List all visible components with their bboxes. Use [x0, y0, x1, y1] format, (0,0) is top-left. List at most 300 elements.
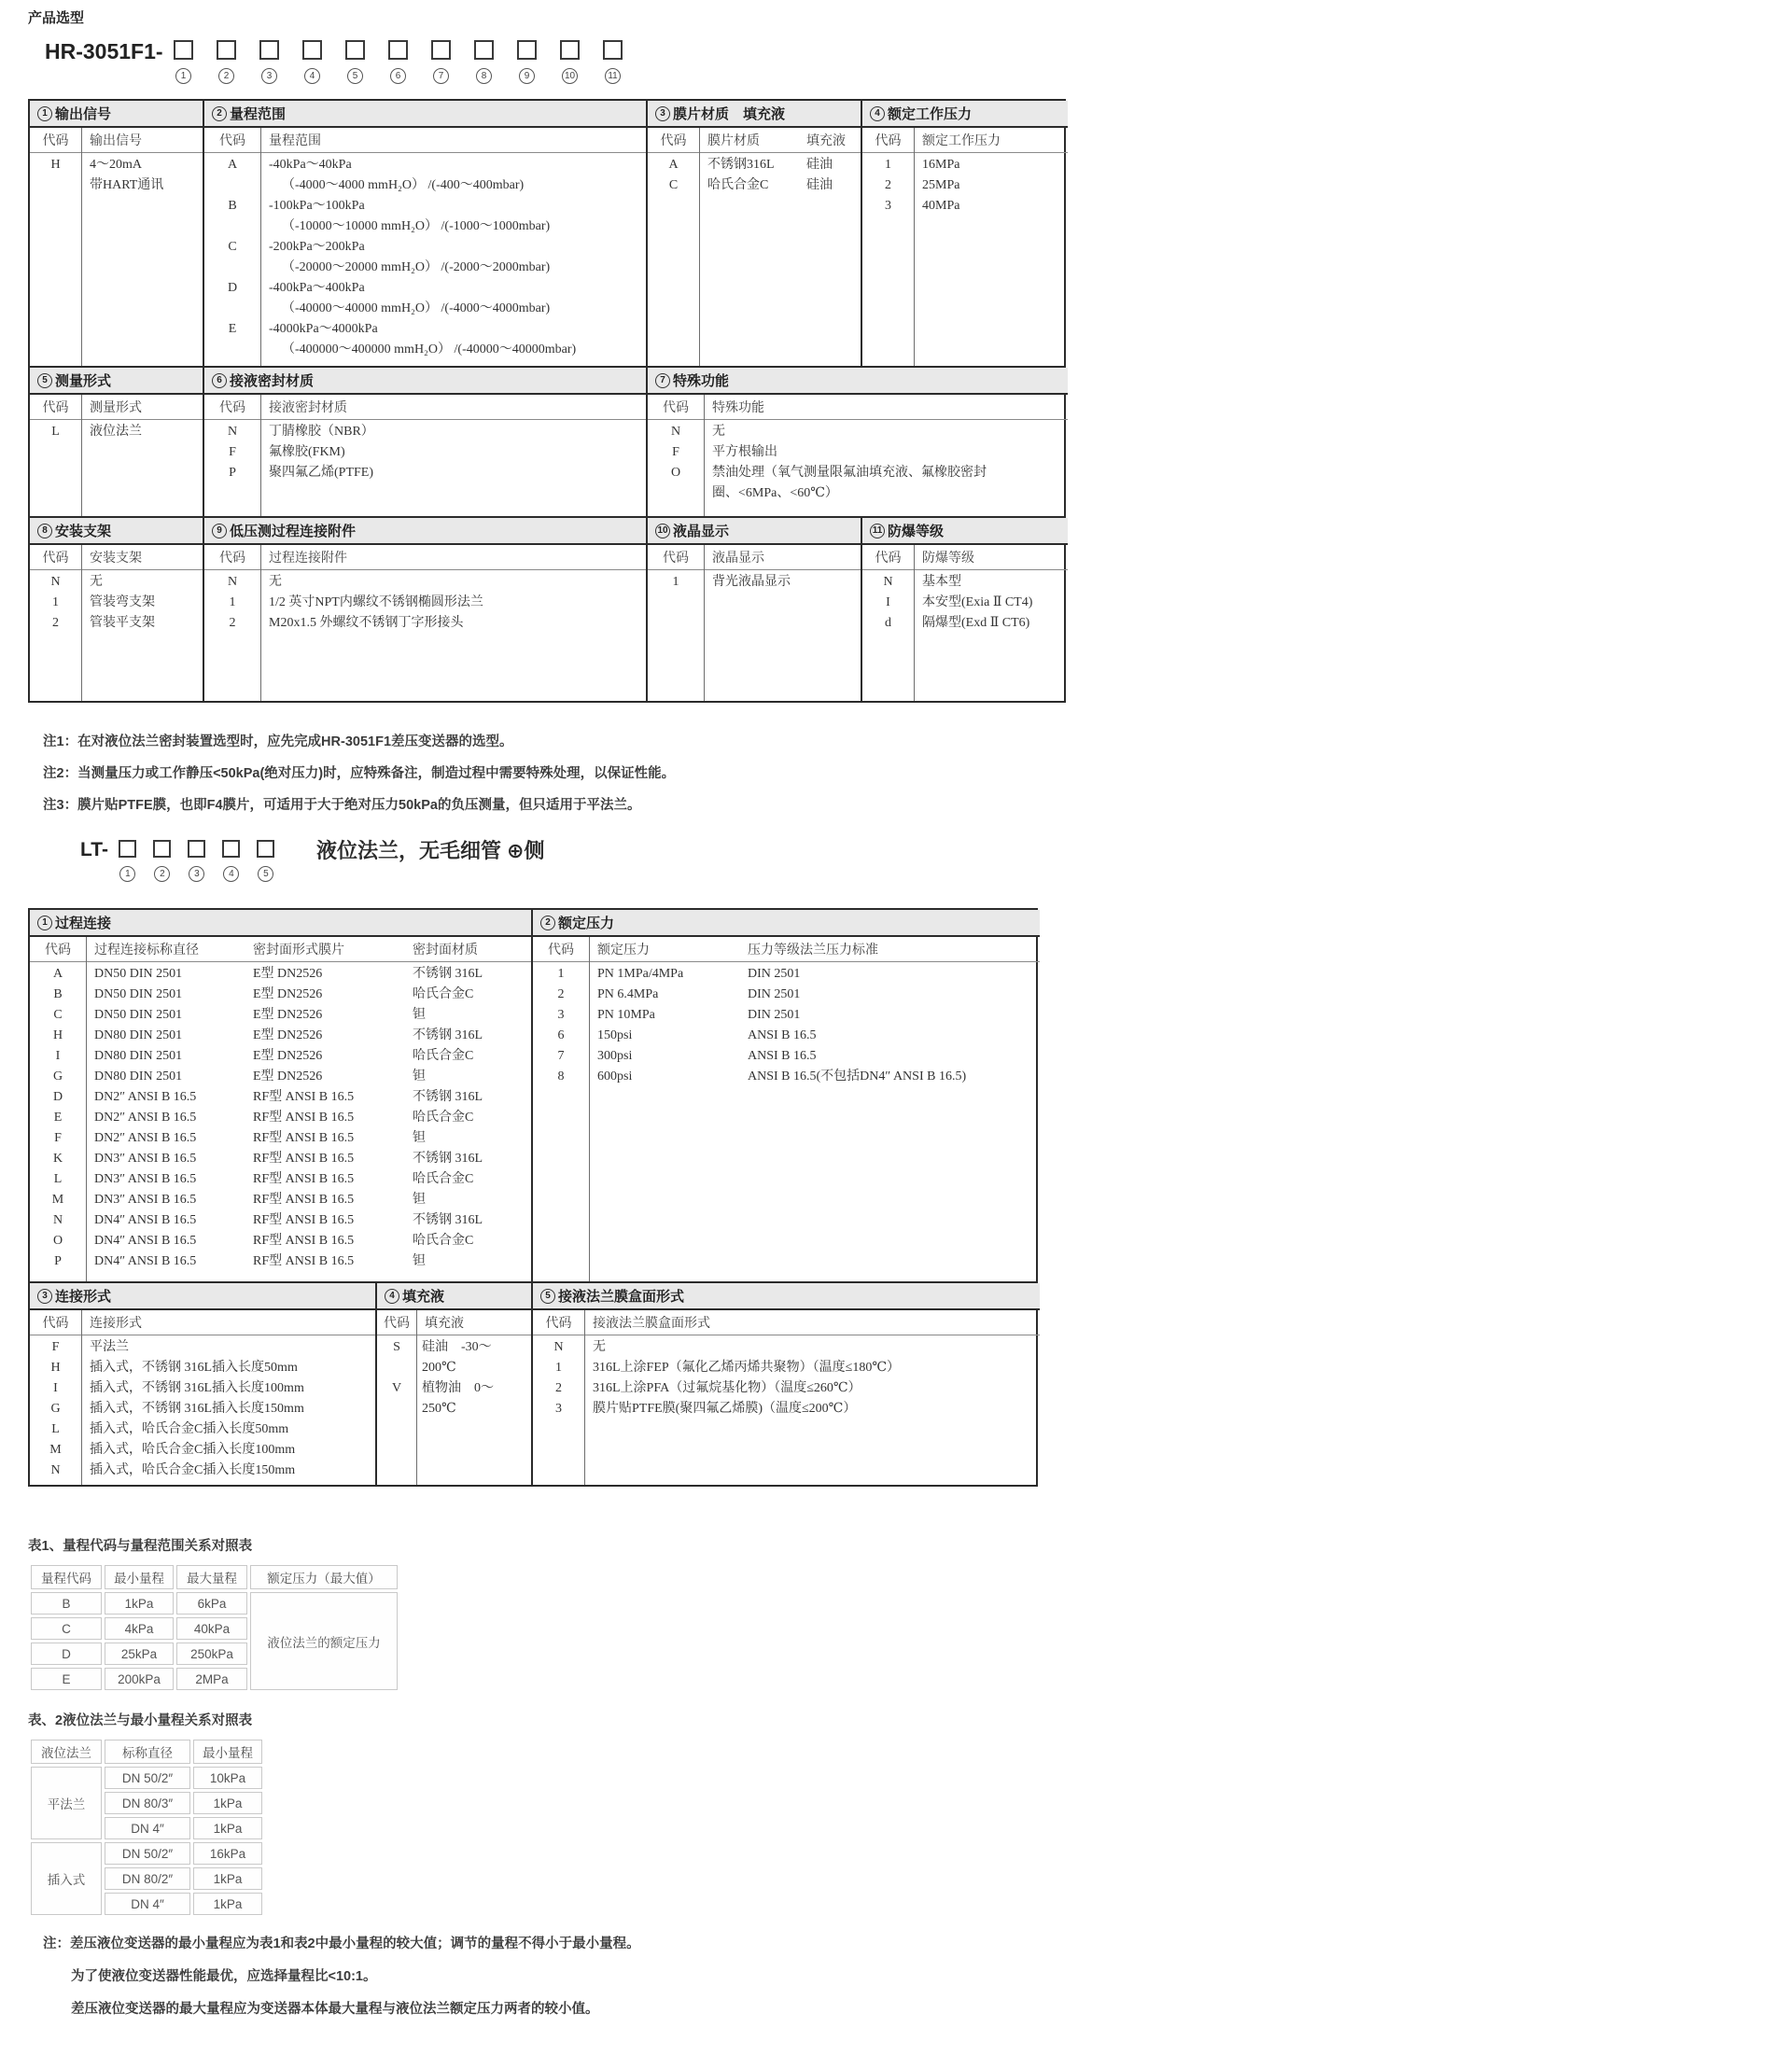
option-checkbox	[431, 40, 451, 60]
cell-range-alt: （-400000～400000 mmH₂O） /(-40000～40000mbar)	[282, 342, 577, 356]
col-header: 量程范围	[269, 134, 321, 148]
cell-min: 4kPa	[105, 1617, 174, 1640]
divider	[704, 545, 705, 701]
col-header-code: 代码	[875, 552, 902, 566]
cell-standard: DIN 2501	[748, 987, 801, 1001]
lt-position	[152, 840, 173, 882]
cell-code: H	[50, 1361, 61, 1375]
section-title: 低压测过程连接附件	[230, 524, 357, 539]
cell-merged: 液位法兰的额定压力	[250, 1592, 398, 1690]
cell-range-alt: （-40000～40000 mmH₂O） /(-4000～4000mbar)	[282, 301, 551, 315]
section-connection-form	[30, 1283, 375, 1485]
table-row	[204, 593, 646, 613]
cell-value: 插入式，不锈钢 316L插入长度50mm	[90, 1361, 298, 1375]
col-header: 连接形式	[90, 1317, 142, 1331]
lt-code-line	[80, 840, 1066, 882]
cell-value: 丁腈橡胶（NBR）	[269, 425, 374, 439]
divider	[86, 937, 87, 1281]
table-row	[204, 278, 646, 319]
cell-value: 背光液晶显示	[712, 575, 791, 589]
cell-diameter: DN 50/2″	[105, 1767, 190, 1789]
cell-material: 不锈钢 316L	[413, 1028, 483, 1042]
cell-diameter: DN3″ ANSI B 16.5	[94, 1152, 197, 1166]
cell-value: 基本型	[922, 575, 961, 589]
cell-value: 316L上涂FEP（氟化乙烯丙烯共聚物）（温度≤180℃）	[593, 1361, 901, 1375]
cell-seal-face: RF型 ANSI B 16.5	[253, 1234, 355, 1248]
cell-value: 本安型(Exia Ⅱ CT4)	[922, 595, 1033, 609]
flange-selection-table	[28, 908, 1038, 1487]
cell-code: 2	[52, 616, 59, 630]
cell-diameter: DN3″ ANSI B 16.5	[94, 1193, 197, 1207]
divider	[589, 937, 590, 1281]
cell-code: A	[668, 158, 679, 172]
cell-value: 无	[269, 575, 282, 589]
lt-caption: 液位法兰，无毛细管 ⊕侧	[315, 839, 545, 862]
circled-number: 4	[385, 1289, 399, 1304]
section-measurement-form	[30, 368, 203, 516]
cell-diameter: DN80 DIN 2501	[94, 1028, 183, 1042]
cell-diameter: DN80 DIN 2501	[94, 1069, 183, 1083]
note-line: 注3：膜片贴PTFE膜，也即F4膜片，可适用于大于绝对压力50kPa的负压测量，但只适用于平法兰。	[43, 798, 641, 813]
table-row	[862, 175, 1068, 196]
col-header: 额定压力	[597, 944, 650, 958]
cell-code: P	[229, 466, 236, 480]
cell-diameter: DN 4″	[105, 1893, 190, 1915]
cell-code: N	[553, 1340, 564, 1354]
option-checkbox	[153, 840, 171, 858]
cell-min: 25kPa	[105, 1643, 174, 1665]
circled-number: 7	[433, 68, 449, 84]
page-title: 产品选型	[28, 10, 85, 26]
cell-code: 3	[555, 1402, 562, 1416]
col-header: 接液法兰膜盒面形式	[593, 1317, 710, 1331]
circled-number: 6	[212, 373, 227, 388]
circled-number: 1	[119, 866, 135, 882]
cell-code: L	[51, 425, 60, 439]
section-header	[204, 518, 646, 545]
section-process-connection	[30, 910, 531, 1281]
cell-range: -4000kPa～4000kPa	[269, 322, 378, 336]
table-row	[648, 572, 861, 593]
cell-diameter: DN80 DIN 2501	[94, 1049, 183, 1063]
model-position	[602, 40, 624, 84]
col-header-code: 代码	[42, 401, 69, 415]
section-wetted-flange-capsule-face	[531, 1283, 1040, 1485]
option-checkbox	[603, 40, 623, 60]
section-mounting-bracket	[30, 518, 203, 701]
col-header-code: 代码	[548, 944, 574, 958]
band-2	[28, 366, 1066, 518]
cell-code: D	[227, 281, 238, 295]
cell-code: N	[227, 575, 238, 589]
divider	[416, 1310, 417, 1485]
table-row	[533, 964, 1040, 985]
section-title: 额定工作压力	[888, 106, 973, 122]
cell-max: 250kPa	[176, 1643, 247, 1665]
cell-value: 25MPa	[922, 178, 960, 192]
table-row	[31, 1842, 262, 1865]
cell-seal-face: RF型 ANSI B 16.5	[253, 1090, 355, 1104]
section-header	[204, 368, 646, 395]
table-row	[30, 1067, 531, 1087]
col-header: 输出信号	[90, 134, 142, 148]
cell-value: 管装平支架	[90, 616, 155, 630]
cell-diameter: DN 80/3″	[105, 1792, 190, 1814]
col-header: 量程代码	[31, 1565, 102, 1589]
lt-prefix: LT-	[80, 839, 108, 860]
section-title: 填充液	[402, 1289, 445, 1305]
cell-value: 聚四氟乙烯(PTFE)	[269, 466, 373, 480]
table-row	[30, 422, 203, 442]
cell-standard: ANSI B 16.5	[748, 1049, 817, 1063]
table-row	[204, 613, 646, 634]
cell-seal-face: RF型 ANSI B 16.5	[253, 1131, 355, 1145]
cell-material: 钽	[413, 1193, 426, 1207]
option-checkbox	[119, 840, 136, 858]
section-rated-working-pressure	[861, 101, 1068, 366]
cell-value: 316L上涂PFA（过氟烷基化物）（温度≤260℃）	[593, 1381, 861, 1395]
divider	[699, 128, 700, 366]
cell-min: 1kPa	[193, 1893, 262, 1915]
model-positions	[173, 40, 645, 84]
cell-diameter: DN2″ ANSI B 16.5	[94, 1131, 197, 1145]
divider	[260, 395, 261, 516]
col-header-code: 代码	[545, 1317, 572, 1331]
cell-code: A	[227, 158, 238, 172]
divider	[81, 395, 82, 516]
note-line: 注2：当测量压力或工作静压<50kPa(绝对压力)时，应特殊备注，制造过程中需要特殊处理，以保证性能。	[43, 766, 676, 781]
document-page	[28, 7, 1066, 2018]
col-header: 额定工作压力	[922, 134, 1001, 148]
section-range	[203, 101, 646, 366]
cell-value: 平法兰	[90, 1340, 129, 1354]
option-checkbox	[517, 40, 537, 60]
cell-max: 40kPa	[176, 1617, 247, 1640]
cell-code: V	[391, 1381, 402, 1395]
note-line: 为了使液位变送器性能最优，应选择量程比<10:1。	[71, 1969, 377, 1984]
divider	[260, 128, 261, 366]
cell-value: M20x1.5 外螺纹不锈钢丁字形接头	[269, 616, 464, 630]
section-lp-process-connection-accessory	[203, 518, 646, 701]
cell-seal-face: RF型 ANSI B 16.5	[253, 1254, 355, 1268]
table-row	[648, 155, 861, 175]
cell-code: 3	[885, 199, 891, 213]
cell-range: -200kPa～200kPa	[269, 240, 365, 254]
circled-number: 4	[223, 866, 239, 882]
table-row	[204, 422, 646, 442]
cell-standard: DIN 2501	[748, 1008, 801, 1022]
cell-code: 2	[885, 178, 891, 192]
col-header: 液晶显示	[712, 552, 764, 566]
cell-value: 插入式，哈氏合金C插入长度150mm	[90, 1463, 296, 1477]
cell-material: 钽	[413, 1069, 426, 1083]
col-header-code: 代码	[384, 1317, 410, 1331]
circled-number: 5	[37, 373, 52, 388]
cell-value: 植物油 0～250℃	[422, 1381, 494, 1416]
cell-code: B	[31, 1592, 102, 1615]
table-row	[648, 442, 1068, 463]
divider	[914, 545, 915, 701]
cell-code: D	[52, 1090, 63, 1104]
circled-number: 6	[390, 68, 406, 84]
section-title: 输出信号	[55, 106, 112, 122]
cell-material: 哈氏合金C	[413, 1111, 474, 1125]
col-header-code: 代码	[42, 552, 69, 566]
cell-diameter: DN50 DIN 2501	[94, 987, 183, 1001]
option-checkbox	[388, 40, 408, 60]
cell-group: 插入式	[31, 1842, 102, 1915]
cell-seal-face: E型 DN2526	[253, 967, 323, 981]
col-header: 特殊功能	[712, 401, 764, 415]
section-header	[204, 101, 646, 128]
cell-pressure: PN 1MPa/4MPa	[597, 967, 684, 981]
table-row	[862, 572, 1068, 593]
cell-code: 2	[555, 1381, 562, 1395]
col-header-code: 代码	[663, 401, 689, 415]
section-header	[648, 368, 1068, 395]
cell-code: O	[52, 1234, 63, 1248]
section-title: 特殊功能	[673, 373, 730, 389]
cell-min: 1kPa	[193, 1867, 262, 1890]
option-checkbox	[474, 40, 494, 60]
table-row	[204, 442, 646, 463]
col-header: 密封面材质	[413, 944, 478, 958]
cell-diameter: DN50 DIN 2501	[94, 1008, 183, 1022]
option-checkbox	[188, 840, 205, 858]
cell-code: N	[52, 1213, 63, 1227]
model-position	[301, 40, 324, 84]
circled-number: 8	[37, 524, 52, 538]
cell-code: F	[51, 1340, 60, 1354]
cell-material: 不锈钢 316L	[413, 967, 483, 981]
divider	[81, 545, 82, 701]
ref-table-title: 表、2液位法兰与最小量程关系对照表	[28, 1713, 253, 1728]
cell-value: 16MPa	[922, 158, 960, 172]
divider	[914, 128, 915, 366]
col-header: 密封面形式膜片	[253, 944, 344, 958]
cell-value: 插入式，哈氏合金C插入长度50mm	[90, 1422, 289, 1436]
table-row	[30, 985, 531, 1005]
band-4	[28, 908, 1038, 1283]
cell-range: -40kPa～40kPa	[269, 158, 352, 172]
section-header	[30, 1283, 375, 1310]
cell-value: 无	[712, 425, 725, 439]
cell-diameter: DN 50/2″	[105, 1842, 190, 1865]
ref-table-title: 表1、量程代码与量程范围关系对照表	[28, 1539, 253, 1554]
cell-pressure: 600psi	[597, 1069, 633, 1083]
circled-number: 11	[870, 524, 885, 538]
section-title: 测量形式	[55, 373, 112, 389]
col-header: 填充液	[425, 1317, 464, 1331]
table-row	[648, 422, 1068, 442]
cell-code: F	[672, 445, 679, 459]
col-header: 接液密封材质	[269, 401, 347, 415]
cell-code: B	[228, 199, 237, 213]
cell-code: H	[52, 1028, 63, 1042]
table-row	[648, 175, 861, 196]
cell-code: N	[50, 1463, 61, 1477]
section-header	[30, 518, 203, 545]
circled-number: 2	[212, 106, 227, 121]
table-row	[30, 1128, 531, 1149]
cell-seal-face: RF型 ANSI B 16.5	[253, 1152, 355, 1166]
table-row	[533, 985, 1040, 1005]
cell-material: 不锈钢316L	[707, 158, 775, 172]
divider	[81, 128, 82, 366]
circled-number: 10	[562, 68, 578, 84]
col-header: 过程连接标称直径	[94, 944, 199, 958]
table-row	[30, 1026, 531, 1046]
section-title: 膜片材质 填充液	[673, 106, 786, 122]
circled-number: 2	[218, 68, 234, 84]
cell-code: K	[52, 1152, 63, 1166]
table-row	[31, 1767, 262, 1789]
section-title: 接液密封材质	[230, 373, 315, 389]
option-checkbox	[259, 40, 279, 60]
model-position	[473, 40, 496, 84]
cell-code: A	[52, 967, 63, 981]
ref-table-2	[28, 1737, 265, 1918]
cell-code: I	[55, 1049, 61, 1063]
table-row	[30, 1149, 531, 1169]
notes-block	[43, 731, 1066, 814]
cell-seal-face: E型 DN2526	[253, 1069, 323, 1083]
cell-pressure: PN 10MPa	[597, 1008, 655, 1022]
section-title: 液晶显示	[673, 524, 730, 539]
col-header: 过程连接附件	[269, 552, 347, 566]
cell-value: 插入式，不锈钢 316L插入长度100mm	[90, 1381, 304, 1395]
cell-code: C	[31, 1617, 102, 1640]
model-position	[516, 40, 539, 84]
circled-number: 3	[655, 106, 670, 121]
table-row	[648, 463, 1068, 504]
cell-value: 膜片贴PTFE膜(聚四氟乙烯膜)（温度≤200℃）	[593, 1402, 857, 1416]
option-checkbox	[560, 40, 580, 60]
section-diaphragm-fill	[646, 101, 861, 366]
col-header: 防爆等级	[922, 552, 974, 566]
option-checkbox	[217, 40, 236, 60]
section-header	[377, 1283, 531, 1310]
cell-range-alt: （-10000～10000 mmH₂O） /(-1000～1000mbar)	[282, 219, 551, 233]
col-header: 最小量程	[193, 1740, 262, 1764]
model-position	[344, 40, 367, 84]
cell-material: 哈氏合金C	[707, 178, 769, 192]
cell-value: 40MPa	[922, 199, 960, 213]
cell-range-alt: （-4000～4000 mmH₂O） /(-400～400mbar)	[282, 178, 525, 192]
section-explosion-proof-rating	[861, 518, 1068, 701]
col-header: 最小量程	[105, 1565, 174, 1589]
col-header: 额定压力（最大值）	[250, 1565, 398, 1589]
option-checkbox	[257, 840, 274, 858]
col-header: 膜片材质	[707, 134, 760, 148]
model-position	[259, 40, 281, 84]
cell-value: 隔爆型(Exd Ⅱ CT6)	[922, 616, 1030, 630]
cell-max: 2MPa	[176, 1668, 247, 1690]
cell-material: 哈氏合金C	[413, 987, 474, 1001]
cell-code: M	[49, 1443, 62, 1457]
col-header-code: 代码	[875, 134, 902, 148]
section-header	[30, 101, 203, 128]
model-position	[173, 40, 195, 84]
lt-position	[256, 840, 276, 882]
lt-positions	[118, 840, 290, 882]
cell-code: 8	[557, 1069, 565, 1083]
table-row	[30, 1046, 531, 1067]
cell-max: 6kPa	[176, 1592, 247, 1615]
cell-standard: ANSI B 16.5	[748, 1028, 817, 1042]
cell-code: L	[53, 1172, 63, 1186]
section-header	[30, 368, 203, 395]
cell-code: O	[670, 466, 681, 480]
model-position	[559, 40, 581, 84]
table-row	[204, 572, 646, 593]
cell-value: 1/2 英寸NPT内螺纹不锈钢椭圆形法兰	[269, 595, 483, 609]
col-header-code: 代码	[219, 134, 245, 148]
section-title: 量程范围	[230, 106, 287, 122]
circled-number: 1	[37, 916, 52, 930]
band-5	[28, 1281, 1038, 1487]
circled-number: 11	[605, 68, 621, 84]
model-code-line	[45, 40, 1066, 84]
table-row	[30, 1087, 531, 1108]
cell-code: d	[885, 616, 891, 630]
cell-code: 2	[229, 616, 236, 630]
cell-value: 管装弯支架	[90, 595, 155, 609]
circled-number: 8	[476, 68, 492, 84]
cell-code: B	[53, 987, 63, 1001]
cell-code: N	[883, 575, 893, 589]
cell-material: 哈氏合金C	[413, 1172, 474, 1186]
table-row	[30, 964, 531, 985]
flange-min-range-reference	[28, 1710, 1066, 1918]
cell-min: 1kPa	[105, 1592, 174, 1615]
table-row	[533, 1026, 1040, 1046]
lt-position	[118, 840, 138, 882]
cell-standard: DIN 2501	[748, 967, 801, 981]
table-row	[533, 1005, 1040, 1026]
section-special-functions	[646, 368, 1068, 516]
cell-code: I	[53, 1381, 58, 1395]
section-title: 额定压力	[558, 916, 615, 931]
cell-code: 7	[557, 1049, 565, 1063]
table-row	[30, 613, 203, 634]
cell-value: 氟橡胶(FKM)	[269, 445, 345, 459]
option-checkbox	[302, 40, 322, 60]
cell-code: N	[227, 425, 238, 439]
cell-seal-face: E型 DN2526	[253, 1008, 323, 1022]
table-row	[30, 1251, 531, 1272]
cell-code: M	[51, 1193, 64, 1207]
section-rated-pressure	[531, 910, 1040, 1281]
model-prefix: HR-3051F1-	[45, 39, 163, 63]
cell-seal-face: RF型 ANSI B 16.5	[253, 1213, 355, 1227]
col-header-code: 代码	[42, 1317, 69, 1331]
cell-code: G	[52, 1069, 63, 1083]
table-row	[30, 572, 203, 593]
cell-code: G	[50, 1402, 61, 1416]
cell-diameter: DN4″ ANSI B 16.5	[94, 1213, 197, 1227]
cell-fill: 硅油	[806, 158, 833, 172]
section-header	[30, 910, 531, 937]
circled-number: 5	[347, 68, 363, 84]
table-row	[862, 196, 1068, 217]
cell-value: 液位法兰	[90, 425, 142, 439]
table-row	[31, 1592, 398, 1615]
cell-code: 2	[557, 987, 565, 1001]
cell-material: 钽	[413, 1131, 426, 1145]
section-output-signal	[30, 101, 203, 366]
cell-pressure: PN 6.4MPa	[597, 987, 659, 1001]
